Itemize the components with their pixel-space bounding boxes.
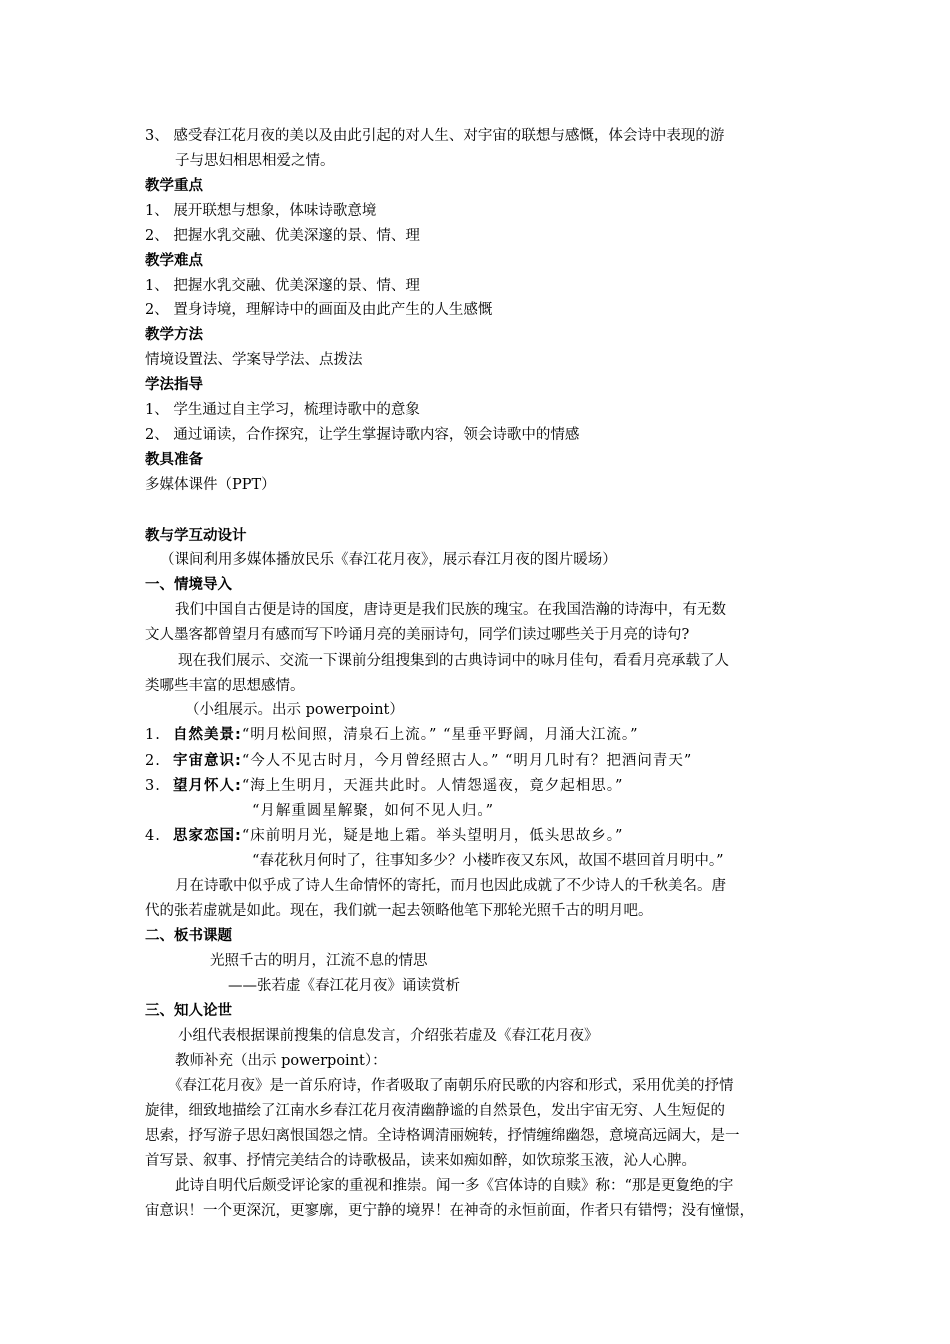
quote-item-4-cont: “春花秋月何时了，往事知多少？小楼昨夜又东风，故国不堪回首月明中。” — [252, 853, 724, 869]
methods-heading: 教学方法 — [145, 327, 203, 343]
materials-heading: 教具准备 — [145, 452, 203, 468]
quote-number: 1. — [145, 727, 161, 743]
quote-number: 2. — [145, 753, 161, 769]
objective-3-line-1: 3、 感受春江花月夜的美以及由此引起的对人生、对宇宙的联想与感慨，体会诗中表现的游 — [145, 128, 725, 144]
quote-text: “今人不见古时月，今月曾经照古人。” “明月几时有？把酒问青天” — [241, 753, 693, 769]
key-points-heading: 教学重点 — [145, 178, 203, 194]
section1-p3-line2: 代的张若虚就是如此。现在，我们就一起去领略他笔下那轮光照千古的明月吧。 — [145, 903, 653, 919]
show-note: （小组展示。出示 powerpoint） — [185, 702, 404, 718]
quote-item-3 — [145, 776, 623, 796]
section1-p2-line2: 类哪些丰富的思想感情。 — [145, 678, 305, 694]
section3-p4-line1: 此诗自明代后颇受评论家的重视和推崇。闻一多《宫体诗的自赎》称：“那是更夐绝的宇 — [175, 1178, 734, 1194]
quote-text: “明月松间照，清泉石上流。” “星垂平野阔，月涌大江流。” — [241, 727, 639, 743]
section3-heading: 三、知人论世 — [145, 1003, 232, 1019]
difficulties-heading: 教学难点 — [145, 253, 203, 269]
section1-p1-line1: 我们中国自古便是诗的国度，唐诗更是我们民族的瑰宝。在我国浩瀚的诗海中，有无数 — [175, 602, 726, 618]
section1-p3-line1: 月在诗歌中似乎成了诗人生命情怀的寄托，而月也因此成就了不少诗人的千秋美名。唐 — [175, 878, 726, 894]
quote-item-2 — [145, 751, 692, 771]
quote-item-1 — [145, 725, 639, 745]
quote-key: 自然美景: — [173, 727, 242, 743]
quote-key: 望月怀人: — [173, 778, 242, 794]
objective-3-line-2: 子与思妇相思相爱之情。 — [175, 153, 335, 169]
section1-p2-line1: 现在我们展示、交流一下课前分组搜集到的古典诗词中的咏月佳句，看看月亮承载了人 — [178, 653, 729, 669]
quote-text: “床前明月光，疑是地上霜。举头望明月，低头思故乡。” — [241, 828, 624, 844]
quote-key: 思家恋国: — [173, 828, 242, 844]
study-guide-heading: 学法指导 — [145, 377, 203, 393]
section3-p3-line2: 旋律，细致地描绘了江南水乡春江花月夜清幽静谧的自然景色，发出宇宙无穷、人生短促的 — [145, 1103, 725, 1119]
section1-p1-line2: 文人墨客都曾望月有感而写下吟诵月亮的美丽诗句，同学们读过哪些关于月亮的诗句? — [145, 627, 690, 643]
difficulty-2: 2、 置身诗境，理解诗中的画面及由此产生的人生感慨 — [145, 302, 493, 318]
interaction-heading: 教与学互动设计 — [145, 528, 247, 544]
section3-p1: 小组代表根据课前搜集的信息发言，介绍张若虚及《春江花月夜》 — [178, 1028, 599, 1044]
section3-p4-line2: 宙意识！一个更深沉，更寥廓，更宁静的境界！在神奇的永恒前面，作者只有错愕；没有憧憬， — [145, 1203, 754, 1219]
section2-heading: 二、板书课题 — [145, 928, 232, 944]
difficulty-1: 1、 把握水乳交融、优美深邃的景、情、理 — [145, 278, 420, 294]
section3-p3-line4: 首写景、叙事、抒情完美结合的诗歌极品，读来如痴如醉，如饮琼浆玉液，沁人心脾。 — [145, 1153, 696, 1169]
section3-p3-line1: 《春江花月夜》是一首乐府诗，作者吸取了南朝乐府民歌的内容和形式，采用优美的抒情 — [168, 1078, 734, 1094]
study-guide-2: 2、 通过诵读，合作探究，让学生掌握诗歌内容，领会诗歌中的情感 — [145, 427, 580, 443]
quote-item-4 — [145, 826, 623, 846]
key-point-2: 2、 把握水乳交融、优美深邃的景、情、理 — [145, 228, 420, 244]
board-subtitle: ——张若虚《春江花月夜》诵读赏析 — [228, 978, 460, 994]
quote-number: 3. — [145, 778, 161, 794]
section3-p3-line3: 思索，抒写游子思妇离恨国怨之情。全诗格调清丽婉转，抒情缠绵幽怨，意境高远阔大，是一 — [145, 1128, 740, 1144]
section3-p2: 教师补充（出示 powerpoint）： — [175, 1053, 387, 1069]
interaction-note: （课间利用多媒体播放民乐《春江花月夜》，展示春江月夜的图片暖场） — [160, 552, 617, 568]
quote-item-3-cont: “月解重圆星解聚，如何不见人归。” — [252, 803, 495, 819]
section1-heading: 一、情境导入 — [145, 577, 232, 593]
quote-text: “海上生明月，天涯共此时。人情怨遥夜，竟夕起相思。” — [241, 778, 624, 794]
materials-text: 多媒体课件（PPT） — [145, 477, 276, 493]
key-point-1: 1、 展开联想与想象，体味诗歌意境 — [145, 203, 377, 219]
board-title: 光照千古的明月，江流不息的情思 — [210, 953, 428, 969]
quote-key: 宇宙意识: — [173, 753, 242, 769]
study-guide-1: 1、 学生通过自主学习，梳理诗歌中的意象 — [145, 402, 420, 418]
methods-text: 情境设置法、学案导学法、点拨法 — [145, 352, 363, 368]
quote-number: 4. — [145, 828, 161, 844]
